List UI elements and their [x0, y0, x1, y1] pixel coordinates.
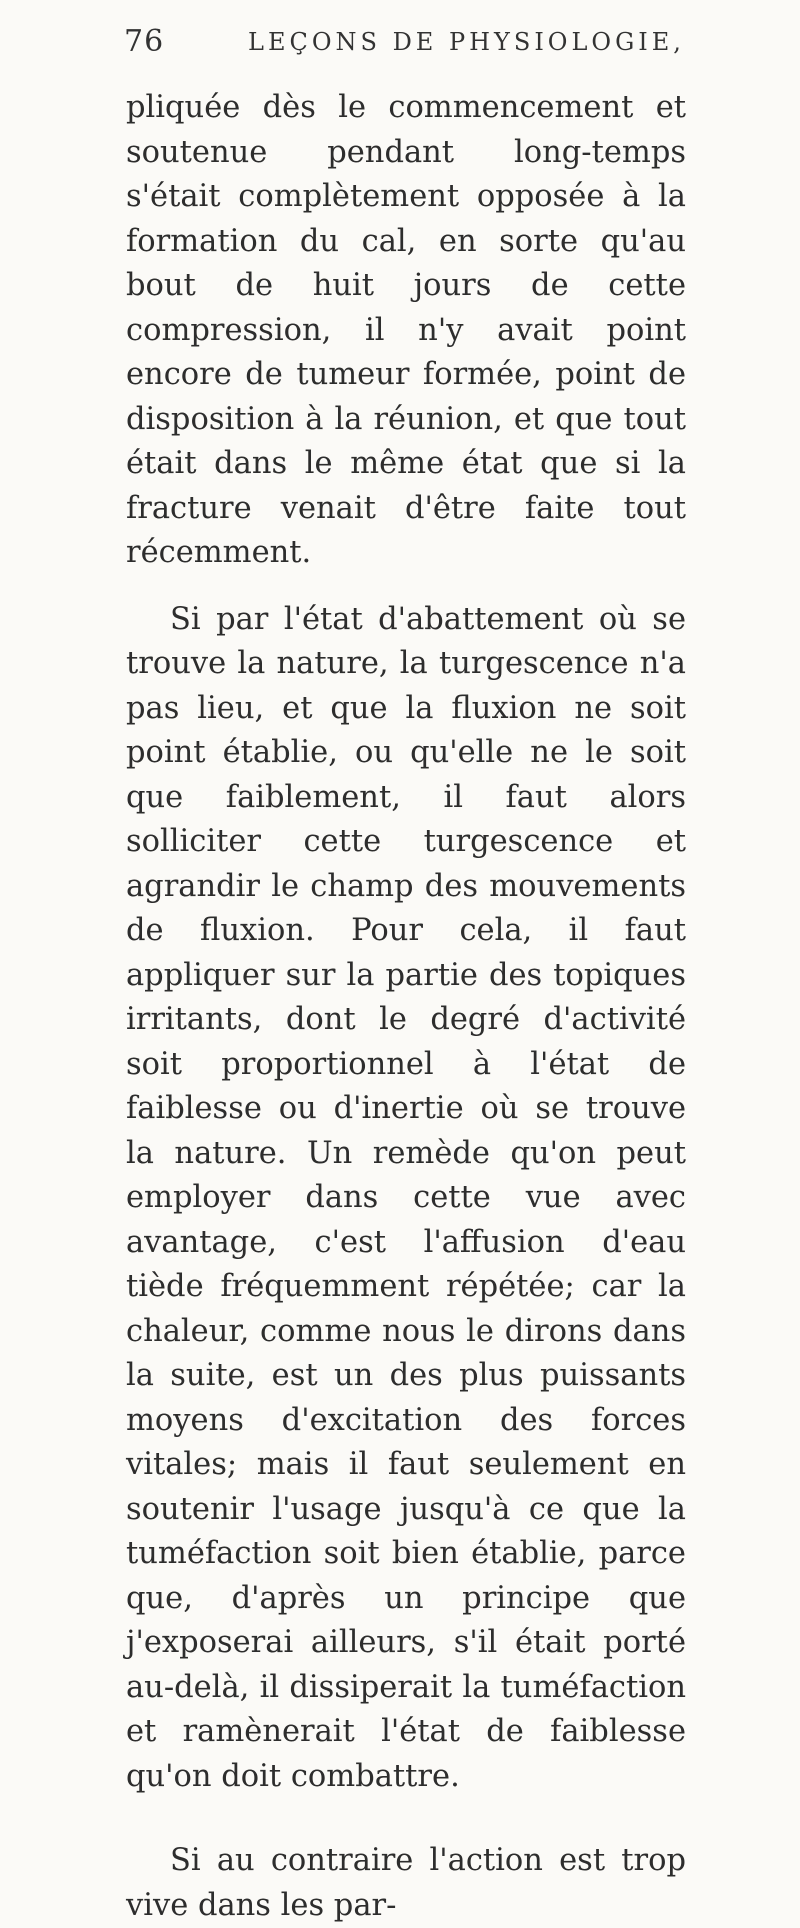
- paragraph-contrary: Si au contraire l'action est trop vive dans les par-: [126, 1843, 686, 1923]
- page-number: 76: [124, 24, 165, 59]
- running-title: LEÇONS DE PHYSIOLOGIE,: [248, 28, 685, 56]
- page-header: [0, 24, 800, 64]
- paragraph-continuation: pliquée dès le commencement et soutenue pendant long-temps s'était complètement opposée à la formation du cal, en sorte qu'au bout de huit jours de cette compression, il n'y avait point encore de tumeur formée, point de disposition à la réunion, et que tout était dans le même état que si la fracture venait d'être faite tout récemment.: [126, 90, 686, 570]
- paragraph-turgescence: Si par l'état d'abattement où se trouve la nature, la turgescence n'a pas lieu, et que la fluxion ne soit point établie, ou qu'elle ne le soit que faiblement, il faut alors solliciter cette turgescence et agrandir le champ des mouvements de fluxion. Pour cela, il faut appliquer sur la partie des topiques irritants, dont le degré d'activité soit proportionnel à l'état de faiblesse ou d'inertie où se trouve la nature. Un remède qu'on peut employer dans cette vue avec avantage, c'est l'affusion d'eau tiède fréquemment répétée; car la chaleur, comme nous le dirons dans la suite, est un des plus puissants moyens d'excitation des forces vitales; mais il faut seulement en soutenir l'usage jusqu'à ce que la tuméfaction soit bien établie, parce que, d'après un principe que j'exposerai ailleurs, s'il était porté au-delà, il dissiperait la tuméfaction et ramènerait l'état de faiblesse qu'on doit combattre.: [126, 601, 686, 1794]
- body-text: [126, 86, 686, 1928]
